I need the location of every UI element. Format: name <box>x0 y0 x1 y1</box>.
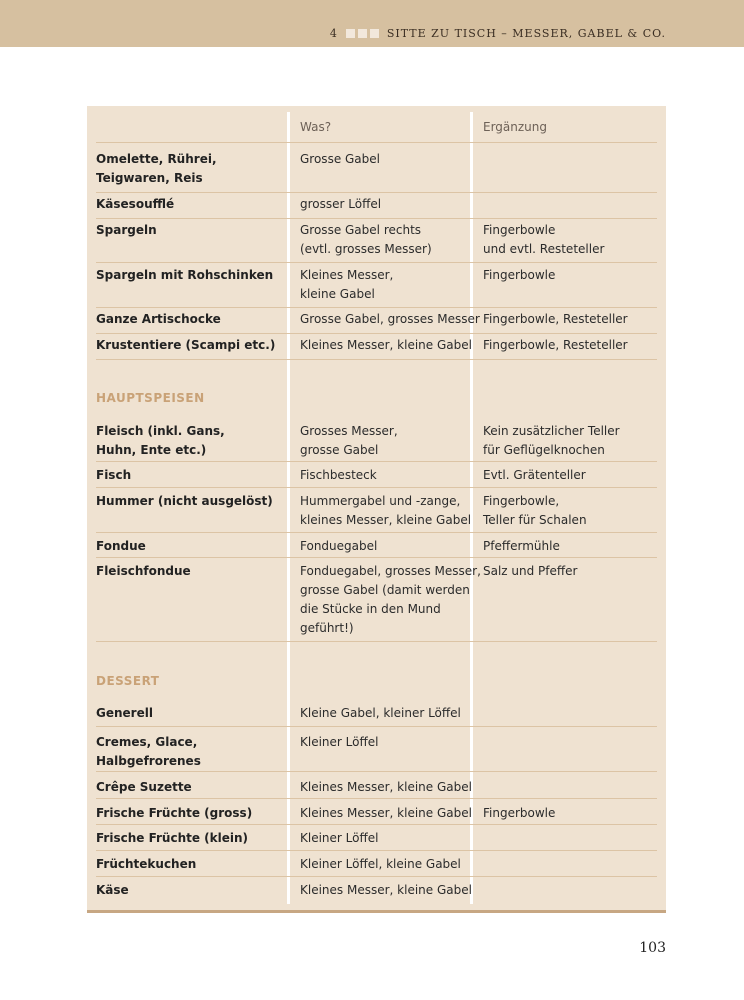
row-separator <box>96 798 657 799</box>
dish-cell-line: Cremes, Glace, <box>96 735 198 749</box>
cutlery-cell <box>300 422 398 460</box>
cutlery-cell-line: (evtl. grosses Messer) <box>300 242 432 256</box>
cutlery-cell-line: geführt!) <box>300 621 354 635</box>
cutlery-cell-line: Kleines Messer, kleine Gabel <box>300 338 472 352</box>
addition-cell-line: Fingerbowle <box>483 223 556 237</box>
dish-cell <box>96 778 192 797</box>
cutlery-cell-line: Kleines Messer, kleine Gabel <box>300 806 472 820</box>
row-separator <box>96 641 657 642</box>
dish-cell <box>96 266 273 285</box>
cutlery-cell-line: Kleines Messer, <box>300 268 394 282</box>
dish-cell-line: Spargeln <box>96 223 157 237</box>
cutlery-cell-line: grosser Löffel <box>300 197 382 211</box>
dish-cell <box>96 310 221 329</box>
dish-cell <box>96 704 153 723</box>
dish-cell-line: Krustentiere (Scampi etc.) <box>96 338 276 352</box>
addition-cell <box>483 221 604 259</box>
row-separator <box>96 487 657 488</box>
dish-cell-line: Ganze Artischocke <box>96 312 221 326</box>
running-header <box>330 27 666 40</box>
cutlery-cell-line: Kleine Gabel, kleiner Löffel <box>300 706 461 720</box>
cutlery-cell <box>300 336 472 355</box>
cutlery-cell-line: Fonduegabel <box>300 539 378 553</box>
dish-cell <box>96 336 275 355</box>
cutlery-cell <box>300 829 378 848</box>
square-ornament-icon <box>358 29 367 38</box>
row-separator <box>96 557 657 558</box>
row-separator <box>96 218 657 219</box>
cutlery-cell <box>300 562 481 638</box>
dish-cell-line: Huhn, Ente etc.) <box>96 443 207 457</box>
addition-cell-line: Fingerbowle <box>483 806 556 820</box>
cutlery-cell-line: Grosse Gabel <box>300 152 380 166</box>
dish-cell <box>96 733 201 771</box>
dish-cell-line: Fleischfondue <box>96 564 191 578</box>
cutlery-cell <box>300 704 461 723</box>
cutlery-cell-line: Kleiner Löffel <box>300 831 379 845</box>
cutlery-cell <box>300 150 380 169</box>
addition-cell <box>483 266 555 285</box>
square-ornament-icon <box>370 29 379 38</box>
dish-cell <box>96 492 273 511</box>
row-separator <box>96 307 657 308</box>
cutlery-cell <box>300 266 393 304</box>
section-title: HAUPTSPEISEN <box>96 391 205 405</box>
cutlery-cell <box>300 778 472 797</box>
table-bottom-rule <box>87 910 666 913</box>
dish-cell <box>96 221 157 240</box>
row-separator <box>96 532 657 533</box>
cutlery-cell <box>300 195 381 214</box>
dish-cell <box>96 422 225 460</box>
addition-cell-line: Evtl. Grätenteller <box>483 468 586 482</box>
cutlery-cell <box>300 855 461 874</box>
addition-cell-line: Salz und Pfeffer <box>483 564 578 578</box>
row-separator <box>96 876 657 877</box>
cutlery-cell-line: Kleiner Löffel <box>300 735 379 749</box>
cutlery-cell <box>300 310 480 329</box>
dish-cell <box>96 537 146 556</box>
cutlery-cell-line: kleines Messer, kleine Gabel <box>300 513 472 527</box>
dish-cell-line: Frische Früchte (gross) <box>96 806 253 820</box>
cutlery-cell-line: Fonduegabel, grosses Messer, <box>300 564 481 578</box>
cutlery-cell-line: Hummergabel und -zange, <box>300 494 461 508</box>
row-separator <box>96 461 657 462</box>
cutlery-cell <box>300 537 377 556</box>
dish-cell <box>96 562 191 581</box>
dish-cell-line: Käsesoufflé <box>96 197 175 211</box>
dish-cell-line: Omelette, Rührei, <box>96 152 217 166</box>
row-separator <box>96 359 657 360</box>
cutlery-cell <box>300 733 378 752</box>
dish-cell-line: Früchtekuchen <box>96 857 197 871</box>
cutlery-cell <box>300 804 472 823</box>
cutlery-cell-line: grosse Gabel (damit werden <box>300 583 470 597</box>
cutlery-cell-line: Grosses Messer, <box>300 424 398 438</box>
cutlery-cell <box>300 492 471 530</box>
dish-cell <box>96 829 248 848</box>
addition-cell <box>483 804 555 823</box>
addition-cell <box>483 422 620 460</box>
addition-cell-line: Fingerbowle, Resteteller <box>483 338 628 352</box>
dish-cell-line: Fleisch (inkl. Gans, <box>96 424 225 438</box>
addition-cell <box>483 537 560 556</box>
cutlery-cell-line: Kleines Messer, kleine Gabel <box>300 780 472 794</box>
row-separator <box>96 850 657 851</box>
dish-cell-line: Fisch <box>96 468 132 482</box>
dish-cell <box>96 150 217 188</box>
page-number: 103 <box>639 940 666 956</box>
dish-cell-line: Hummer (nicht ausgelöst) <box>96 494 273 508</box>
row-separator <box>96 333 657 334</box>
row-separator <box>96 262 657 263</box>
cutlery-cell-line: Kleiner Löffel, kleine Gabel <box>300 857 461 871</box>
cutlery-cell-line: Grosse Gabel, grosses Messer <box>300 312 480 326</box>
row-separator <box>96 824 657 825</box>
addition-cell <box>483 492 587 530</box>
cutlery-cell-line: grosse Gabel <box>300 443 379 457</box>
chapter-number: 4 <box>329 27 338 40</box>
column-header-was: Was? <box>300 120 332 134</box>
column-header-ergaenzung: Ergänzung <box>483 120 548 134</box>
chapter-title: SITTE ZU TISCH – MESSER, GABEL & CO. <box>386 27 666 40</box>
row-separator <box>96 142 657 143</box>
dish-cell-line: Frische Früchte (klein) <box>96 831 249 845</box>
addition-cell <box>483 310 628 329</box>
cutlery-cell-line: Grosse Gabel rechts <box>300 223 422 237</box>
addition-cell <box>483 562 578 581</box>
cutlery-cell <box>300 221 432 259</box>
addition-cell-line: Teller für Schalen <box>483 513 587 527</box>
cutlery-cell <box>300 466 377 485</box>
cutlery-cell-line: kleine Gabel <box>300 287 375 301</box>
dish-cell <box>96 466 131 485</box>
dish-cell <box>96 881 129 900</box>
addition-cell-line: Pfeffermühle <box>483 539 560 553</box>
dish-cell <box>96 855 196 874</box>
dish-cell-line: Käse <box>96 883 129 897</box>
row-separator <box>96 771 657 772</box>
cutlery-cell-line: Kleines Messer, kleine Gabel <box>300 883 472 897</box>
dish-cell-line: Halbgefrorenes <box>96 754 201 768</box>
addition-cell-line: Fingerbowle, Resteteller <box>483 312 628 326</box>
addition-cell <box>483 336 628 355</box>
dish-cell-line: Generell <box>96 706 153 720</box>
addition-cell-line: Kein zusätzlicher Teller <box>483 424 620 438</box>
cutlery-cell-line: die Stücke in den Mund <box>300 602 441 616</box>
addition-cell-line: für Geflügelknochen <box>483 443 605 457</box>
addition-cell <box>483 466 586 485</box>
dish-cell-line: Teigwaren, Reis <box>96 171 203 185</box>
addition-cell-line: und evtl. Resteteller <box>483 242 605 256</box>
dish-cell <box>96 195 174 214</box>
row-separator <box>96 192 657 193</box>
row-separator <box>96 726 657 727</box>
cutlery-cell <box>300 881 472 900</box>
column-divider <box>287 112 290 904</box>
dish-cell <box>96 804 252 823</box>
square-ornament-icon <box>346 29 355 38</box>
dish-cell-line: Fondue <box>96 539 146 553</box>
addition-cell-line: Fingerbowle <box>483 268 556 282</box>
dish-cell-line: Crêpe Suzette <box>96 780 192 794</box>
cutlery-cell-line: Fischbesteck <box>300 468 377 482</box>
dish-cell-line: Spargeln mit Rohschinken <box>96 268 274 282</box>
section-title: DESSERT <box>96 674 160 688</box>
addition-cell-line: Fingerbowle, <box>483 494 560 508</box>
